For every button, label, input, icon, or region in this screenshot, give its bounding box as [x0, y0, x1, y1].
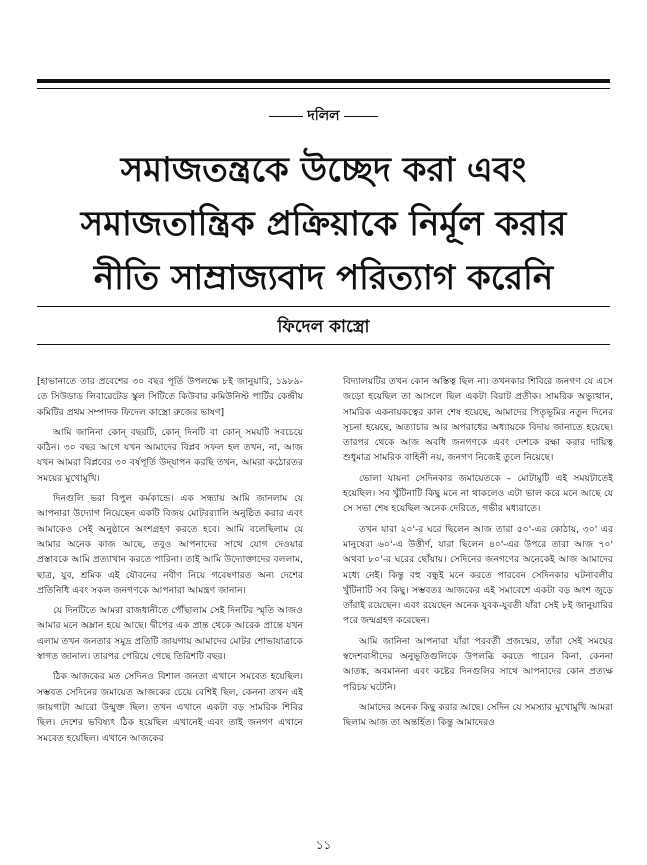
right-column [343, 374, 613, 736]
section-label-text: দলিল [307, 108, 340, 124]
top-rule-thick [37, 79, 610, 83]
body-paragraph: আমাদের অনেক কিছু করার আছে। সেদিন যে সমস্যার মুখোমুখি আমরা ছিলাম আজ তা অন্তর্হিত। কিন্তু আমাদেরও [343, 701, 613, 729]
body-paragraph: যে দিনটিতে আমরা রাজধানীতে পৌঁছালাম সেই দিনটির স্মৃতি আজও আমার মনে অম্লান হয়ে আছে। দ্বীপের এক প্রান্ত থেকে আরেক প্রান্তে যখন এলাম তখন জনতার সমুদ্র প্রতিটি জায়গায় আমাদের মোটর শোভাযাত্রাকে স্বাগত জানাল। তারপর পেরিয়ে গেছে তিরিশটি বছর। [37, 605, 303, 663]
headline [0, 143, 647, 305]
page-number: ১১ [315, 838, 332, 852]
body-paragraph: ঠিক আজকের মত সেদিনও বিশাল জনতা এখানে সমবেত হয়েছিল। সম্ভবত সেদিনের জমায়েত আজকের চেয়ে বেশিই ছিল, কেননা তখন এই জায়গাটা আরো উন্মুক্ত ছিল। তখন এখানে একটা বড় সামরিক শিবির ছিল। দেশের ভবিষ্যৎ ঠিক হয়েছিল এখানেই এবং তাই জনগণ এখানে সমবেত হয়েছিল। এখানে আজকের [37, 671, 303, 744]
byline-rule-top [37, 306, 610, 307]
section-label [0, 104, 647, 128]
headline-line-2: সমাজতান্ত্রিক প্রক্রিয়াকে নির্মূল করার [80, 204, 567, 244]
top-rule-thin [37, 88, 610, 89]
left-dash [269, 116, 303, 117]
body-paragraph: দিনগুলি ভরা বিপুল কর্মকান্ডে। এক সন্ধ্যায় আমি জানলাম যে আপনারা উদ্যোগ নিয়েছেন একটি বিজয় মোটরর‍্যালি অনুষ্ঠিত করার এবং আমাকেও সেই অনুষ্ঠানে অংশগ্রহণ করতে হবে। আমি বলেছিলাম যে আমার অনেক কাজ আছে, তবুও আপনাদের সাথে যোগ দেওয়ার প্রস্তাবকে আমি প্রত্যাখান করতে পারিনা। তাই আমি উদ্যোক্তাদের বললাম, ছাত্র, যুব, শ্রমিক এই যৌবনের নবীণ নিয়ে গবেষণারত অন্য দেশের প্রতিনিধি এবং সকল জনগণকে আপনারা আমন্ত্রণ জানান। [37, 493, 303, 596]
headline-line-1: সমাজতন্ত্রকে উচ্ছেদ করা এবং [120, 150, 527, 190]
intro-paragraph: [হাভানাতে তার প্রবেশের ৩০ বছর পূর্তি উপলক্ষে ৮ই জানুয়ারি, ১৯৮৯-তে সিউডাড লিবারেটেড স্কুল সিটিতে কিউবার কমিউনিস্ট পার্টির কেন্দ্রীয় কমিটির প্রথম সম্পাদক ফিদেল কাস্ত্রো রুজের ভাষণ] [37, 376, 303, 418]
headline-line-3: নীতি সাম্রাজ্যবাদ পরিত্যাগ করেনি [93, 258, 554, 298]
body-paragraph: তখন যারা ২০'-র ঘরে ছিলেন আজ তারা ৫০'-এর কোঠায়, ৩০' এর মানুষেরা ৬০'-এ উত্তীর্ণ, যারা ছিলেন ৪০'-এর উপরে তারা আজ ৭০' অথবা ৮০'-র ঘরের ছোঁয়ায়। সেদিনের জনগণের অনেকেই আজ আমাদের মধ্যে নেই। কিন্তু বহু বন্ধুই মনে করতে পারবেন সেদিনকার ঘটনাবলীর খুঁটিনাটি সব কিছু। সম্ভবতঃ আজকের এই সমাবেশে একটা বড় অংশ জুড়ে তাঁরাই রয়েছেন। এবং রয়েছেন অনেক যুবক-যুবতী যাঁরা সেই ৮ই জানুয়ারির পরে জন্মগ্রহণ করেছেন। [343, 523, 613, 627]
body-paragraph: ভোলা যায়না সেদিনকার জমায়েতকে – মোটামুটি এই সময়টাতেই হয়েছিল। সব খুঁটিনাটি কিছু মনে না থাকলেও এটা ভাল করে মনে আছে যে সে সভা শেষ হয়েছিল অনেক দেরিতে, গভীর মধ্যরাতে। [343, 472, 613, 515]
right-dash [344, 116, 378, 117]
body-paragraph: আমি জানিনা আপনারা যাঁরা পরবর্তী প্রজন্মের, তাঁরা সেই সময়ের স্বদেশবাসীদের অনুভূতিগুলিকে উপলব্ধি করতে পারেন কিনা, কেননা আতঙ্ক, অবমাননা এবং কষ্টের দিনগুলির সাথে আপনাদের কোন প্রত্যক্ষ পরিচয় ঘটেনি। [343, 635, 613, 693]
body-paragraph: বিদ্যালয়টির তখন কোন অস্তিত্ব ছিল না। তখনকার শিবিরে জনগণ যে এসে জড়ো হয়েছিল তা আসলে ছিল একটা বিরাট প্রতীক। সামরিক অভ্যুত্থান, সামরিক একনায়কত্বের কাল শেষ হয়েছে, আমাদের পিতৃভূমির নতুন দিনের সূচনা হয়েছে, অত্যাচার আর অপরাধের অধ্যায়কে বিদায় জানাতে হয়েছে। তারপর থেকে আজ অবধি জনগণকে এবং দেশকে রক্ষা করার দায়িত্ব শুধুমাত্র সামরিক বাহিনী নয়, জনগণ নিজেই তুলে নিয়েছে। [343, 376, 613, 464]
left-column [37, 374, 303, 751]
byline-rule-bottom [37, 344, 610, 345]
byline: ফিদেল কাস্ত্রো [277, 317, 370, 337]
body-paragraph: আমি জানিনা কোন্ বছরটি, কোন্ দিনটি বা কোন্ সময়টি সবচেয়ে কঠিন। ৩০ বছর আগে যখন আমাদের বিপ্লব সফল হল তখন, না, আজ যখন আমরা বিপ্লবের ৩০ বর্ষপূর্তি উদ্‌যাপন করছি তখন, আমরা কঠোরতর সময়ের মুখোমুখি। [37, 426, 303, 484]
